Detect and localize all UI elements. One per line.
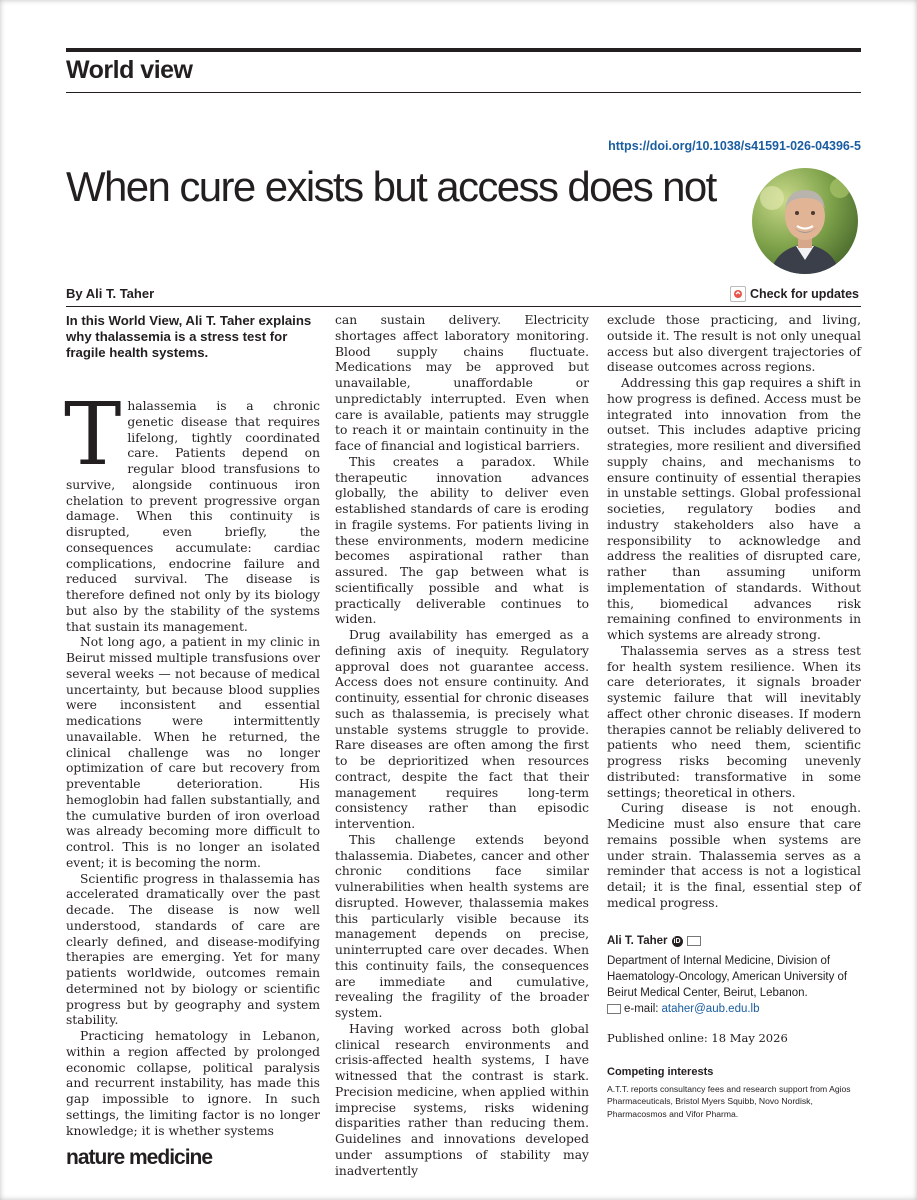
body-paragraph: Curing disease is not enough. Medicine must also ensure that care remains possible when systems are under strain. Thalassemia serves as a reminder that access is not a logistical detail; it is the final, essential step of medical progress. [607,801,861,910]
section-label: World view [66,56,193,84]
mail-icon[interactable] [687,936,701,946]
top-rule [66,48,861,52]
author-photo [752,168,858,274]
body-paragraph: can sustain delivery. Electricity shortages affect laboratory monitoring. Blood supply chains fluctuate. Medications may be approved but unavailable, unaffordable or unpredictably interrupted. Even when care is available, patients may struggle to reach it or maintain continuity in the face of financial and logistical barriers. [335,313,589,453]
drop-cap: T [64,385,122,485]
body-paragraph: Thalassemia is a chronic genetic disease that requires lifelong, tightly coordinated care. Patients depend on regular blood transfusions to survive, alongside continuous iron chelation to prevent progressive organ damage. When this continuity is disrupted, even briefly, the consequences accumulate: cardiac complications, endocrine failure and reduced survival. The disease is therefore defined not only by its biology but also by the stability of the systems that sustain its management. [64,385,320,634]
section-rule [66,92,861,93]
published-date: Published online: 18 May 2026 [607,1031,788,1046]
author-name: Ali T. Taher [607,934,668,947]
column-1 [66,313,320,1139]
byline-rule [66,306,861,307]
email-line [607,1001,861,1017]
body-paragraph: Scientific progress in thalassemia has accelerated dramatically over the past decade. The disease is now well understood, standards of care are clearly defined, and disease-modifying therapies are emerging. Yet for many patients worldwide, outcomes remain determined not by biology or scientific progress but by geography and system stability. [66,871,320,1028]
body-paragraph: exclude those practicing, and living, outside it. The result is not only unequal access but also divergent trajectories of disease outcomes across regions. [607,313,861,375]
author-email-link[interactable]: ataher@aub.edu.lb [661,1003,760,1016]
standfirst: In this World View, Ali T. Taher explains why thalassemia is a stress test for fragile health systems. [66,313,312,360]
body-paragraph: Having worked across both global clinical research environments and crisis-affected health systems, I have witnessed that the contrast is stark. Precision medicine, when applied within imprecise systems, risks widening disparities rather than reducing them. Guidelines and innovations developed under assumptions of stability may inadvertently [335,1021,589,1178]
byline: By Ali T. Taher [66,286,155,301]
body-paragraph: Practicing hematology in Lebanon, within a region affected by prolonged economic collapse, political paralysis and recurrent instability, has made this gap impossible to ignore. In such settings, the limiting factor is no longer knowledge; it is whether systems [66,1029,320,1138]
competing-interests-text: A.T.T. reports consultancy fees and research support from Agios Pharmaceuticals, Bristol Myers Squibb, Novo Nordisk, Pharmacosmos and Vifor Pharma. [607,1083,851,1119]
author-block [607,934,861,950]
competing-interests-heading: Competing interests [607,1066,714,1078]
doi-link[interactable]: https://doi.org/10.1038/s41591-026-04396-5 [608,139,861,153]
journal-logo: nature medicine [66,1146,213,1169]
check-updates-button[interactable] [730,286,859,302]
column-3 [607,313,861,1120]
check-updates-icon [730,286,746,302]
orcid-icon[interactable]: iD [673,937,681,945]
body-paragraph: This challenge extends beyond thalassemia. Diabetes, cancer and other chronic conditions face similar vulnerabilities when health systems are disrupted. However, thalassemia makes this particularly visible because its management depends on precise, uninterrupted care over decades. When this continuity fails, the consequences are immediate and cumulative, revealing the fragility of the broader system. [335,832,589,1020]
check-updates-label: Check for updates [749,287,859,301]
body-paragraph: Drug availability has emerged as a defining axis of inequity. Regulatory approval does not guarantee access. Access does not ensure continuity. And continuity, essential for chronic diseases such as thalassemia, is precisely what unstable systems struggle to provide. Rare diseases are often among the first to be deprioritized when resources contract, despite the fact that their management requires long-term consistency rather than episodic intervention. [335,628,589,831]
article-title: When cure exists but access does not [66,163,716,210]
body-paragraph: Addressing this gap requires a shift in how progress is defined. Access must be integrated into innovation from the outset. This includes adaptive pricing strategies, more resilient and diversified supply chains, and mechanisms to ensure continuity of essential therapies in unstable settings. Global professional societies, regulatory bodies and industry stakeholders also have a responsibility to acknowledge and address the realities of disrupted care, rather than assuming uniform implementation of standards. Without this, biomedical advances risk remaining confined to environments in which systems are already strong. [607,376,861,642]
email-label: e-mail: [624,1003,659,1016]
body-paragraph: This creates a paradox. While therapeutic innovation advances globally, the ability to deliver even established standards of care is eroding in fragile systems. For patients living in these environments, modern medicine becomes aspirational rather than assured. The gap between what is scientifically possible and what is practically deliverable continues to widen. [335,454,589,627]
column-2 [335,313,589,1179]
body-paragraph: Thalassemia serves as a stress test for health system resilience. When its care deteriorates, it signals broader systemic failure that will inevitably affect other chronic diseases. If modern therapies cannot be reliably delivered to patients who need them, scientific progress risks becoming unevenly distributed: transformative in some settings; theoretical in others. [607,643,861,800]
mail-icon [607,1004,621,1014]
body-paragraph: Not long ago, a patient in my clinic in Beirut missed multiple transfusions over several weeks — not because of medical uncertainty, but because blood supplies were inconsistent and essential medications were intermittently unavailable. When he returned, the clinical challenge was no longer optimization of care but recovery from preventable deterioration. His hemoglobin had fallen substantially, and the cumulative burden of iron overload was already becoming more difficult to control. This is no longer an isolated event; it is becoming the norm. [66,635,320,870]
author-affiliation: Department of Internal Medicine, Division of Haematology-Oncology, American University of Beirut Medical Center, Beirut, Lebanon. [607,955,848,1000]
